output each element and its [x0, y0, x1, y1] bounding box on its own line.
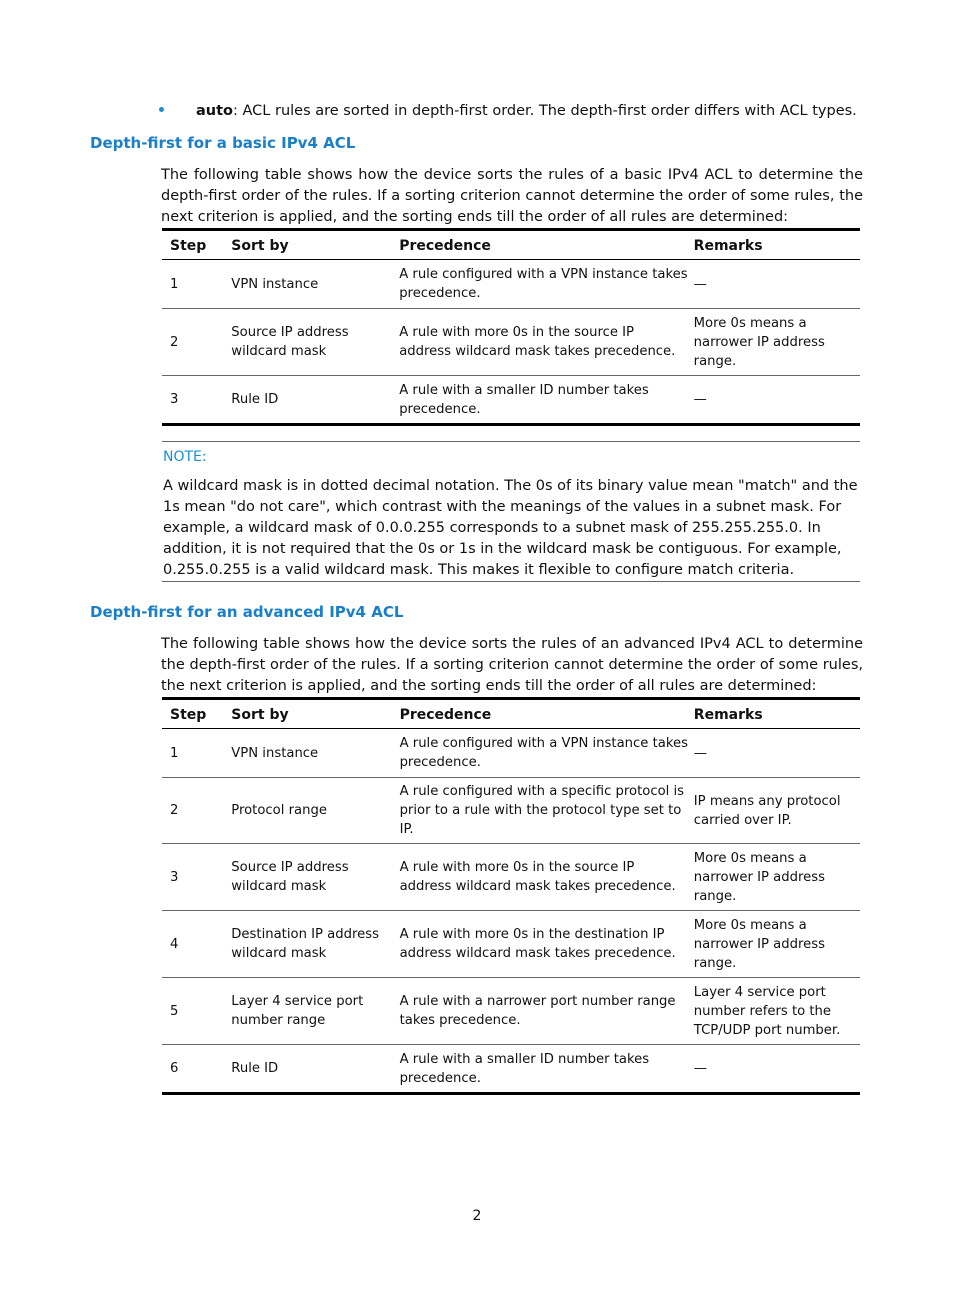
- table-row: [162, 376, 860, 425]
- cell-sort-by: Layer 4 service port number range: [231, 978, 399, 1045]
- cell-precedence: A rule with more 0s in the destination IP address wildcard mask takes precedence.: [400, 911, 694, 978]
- cell-remarks: More 0s means a narrower IP address range.: [694, 309, 860, 376]
- bullet-keyword: auto: [196, 103, 234, 119]
- header-sort-by: Sort by: [231, 230, 399, 260]
- cell-sort-by: VPN instance: [231, 729, 399, 778]
- cell-sort-by: Rule ID: [231, 376, 399, 425]
- cell-sort-by: Destination IP address wildcard mask: [231, 911, 399, 978]
- table-row: [162, 309, 860, 376]
- cell-step: 1: [162, 729, 231, 778]
- section-heading-advanced: Depth-first for an advanced IPv4 ACL: [90, 603, 404, 621]
- cell-precedence: A rule configured with a VPN instance takes precedence.: [399, 260, 693, 309]
- cell-step: 1: [162, 260, 231, 309]
- table-row: [162, 729, 860, 778]
- cell-remarks: More 0s means a narrower IP address range.: [694, 844, 860, 911]
- note-top-rule: [162, 441, 860, 442]
- cell-remarks: —: [694, 260, 860, 309]
- table-row: [162, 978, 860, 1045]
- cell-precedence: A rule with more 0s in the source IP address wildcard mask takes precedence.: [400, 844, 694, 911]
- header-sort-by: Sort by: [231, 699, 399, 729]
- section-paragraph-basic: The following table shows how the device sorts the rules of a basic IPv4 ACL to determine the depth-first order of the rules. If a sorting criterion cannot determine the order of some rules, the next criterion is applied, and the sorting ends till the order of all rules are determined:: [161, 167, 863, 225]
- cell-precedence: A rule with a smaller ID number takes precedence.: [400, 1045, 694, 1094]
- cell-remarks: —: [694, 729, 860, 778]
- cell-precedence: A rule with a narrower port number range takes precedence.: [400, 978, 694, 1045]
- header-precedence: Precedence: [399, 230, 693, 260]
- header-step: Step: [162, 230, 231, 260]
- section-heading-basic: Depth-first for a basic IPv4 ACL: [90, 134, 356, 152]
- bullet-text: [196, 101, 857, 121]
- cell-step: 2: [162, 778, 231, 844]
- table-header-row: [162, 699, 860, 729]
- cell-precedence: A rule with a smaller ID number takes precedence.: [399, 376, 693, 425]
- cell-step: 3: [162, 376, 231, 425]
- cell-remarks: IP means any protocol carried over IP.: [694, 778, 860, 844]
- cell-step: 5: [162, 978, 231, 1045]
- cell-remarks: More 0s means a narrower IP address range.: [694, 911, 860, 978]
- table-row: [162, 778, 860, 844]
- table-row: [162, 260, 860, 309]
- header-remarks: Remarks: [694, 230, 860, 260]
- page-number: 2: [472, 1208, 482, 1224]
- header-precedence: Precedence: [400, 699, 694, 729]
- note-label: NOTE:: [163, 449, 207, 465]
- cell-sort-by: Rule ID: [231, 1045, 399, 1094]
- section-paragraph-advanced: The following table shows how the device sorts the rules of an advanced IPv4 ACL to determine the depth-first order of the rules. If a sorting criterion cannot determine the order of some rules, the next criterion is applied, and the sorting ends till the order of all rules are determined:: [161, 636, 863, 694]
- cell-step: 4: [162, 911, 231, 978]
- cell-precedence: A rule configured with a VPN instance takes precedence.: [400, 729, 694, 778]
- basic-acl-table: [162, 228, 860, 426]
- cell-sort-by: Protocol range: [231, 778, 399, 844]
- cell-step: 2: [162, 309, 231, 376]
- table-row: [162, 911, 860, 978]
- table-row: [162, 1045, 860, 1094]
- bullet-icon: [159, 107, 164, 112]
- header-remarks: Remarks: [694, 699, 860, 729]
- cell-sort-by: VPN instance: [231, 260, 399, 309]
- cell-sort-by: Source IP address wildcard mask: [231, 309, 399, 376]
- cell-precedence: A rule with more 0s in the source IP address wildcard mask takes precedence.: [399, 309, 693, 376]
- header-step: Step: [162, 699, 231, 729]
- note-bottom-rule: [162, 581, 860, 582]
- cell-sort-by: Source IP address wildcard mask: [231, 844, 399, 911]
- advanced-acl-table: [162, 697, 860, 1095]
- cell-step: 3: [162, 844, 231, 911]
- bullet-description: : ACL rules are sorted in depth-first order. The depth-first order differs with ACL types.: [233, 103, 857, 119]
- cell-remarks: —: [694, 376, 860, 425]
- cell-remarks: —: [694, 1045, 860, 1094]
- cell-step: 6: [162, 1045, 231, 1094]
- cell-remarks: Layer 4 service port number refers to the TCP/UDP port number.: [694, 978, 860, 1045]
- table-row: [162, 844, 860, 911]
- cell-precedence: A rule configured with a specific protocol is prior to a rule with the protocol type set to IP.: [400, 778, 694, 844]
- note-text: A wildcard mask is in dotted decimal notation. The 0s of its binary value mean "match" and the 1s mean "do not care", which contrast with the meanings of the values in a subnet mask. For example, a wildcard mask of 0.0.0.255 corresponds to a subnet mask of 255.255.255.0. In addition, it is not required that the 0s or 1s in the wildcard mask be contiguous. For example, 0.255.0.255 is a valid wildcard mask. This makes it flexible to configure match criteria.: [163, 478, 858, 578]
- table-header-row: [162, 230, 860, 260]
